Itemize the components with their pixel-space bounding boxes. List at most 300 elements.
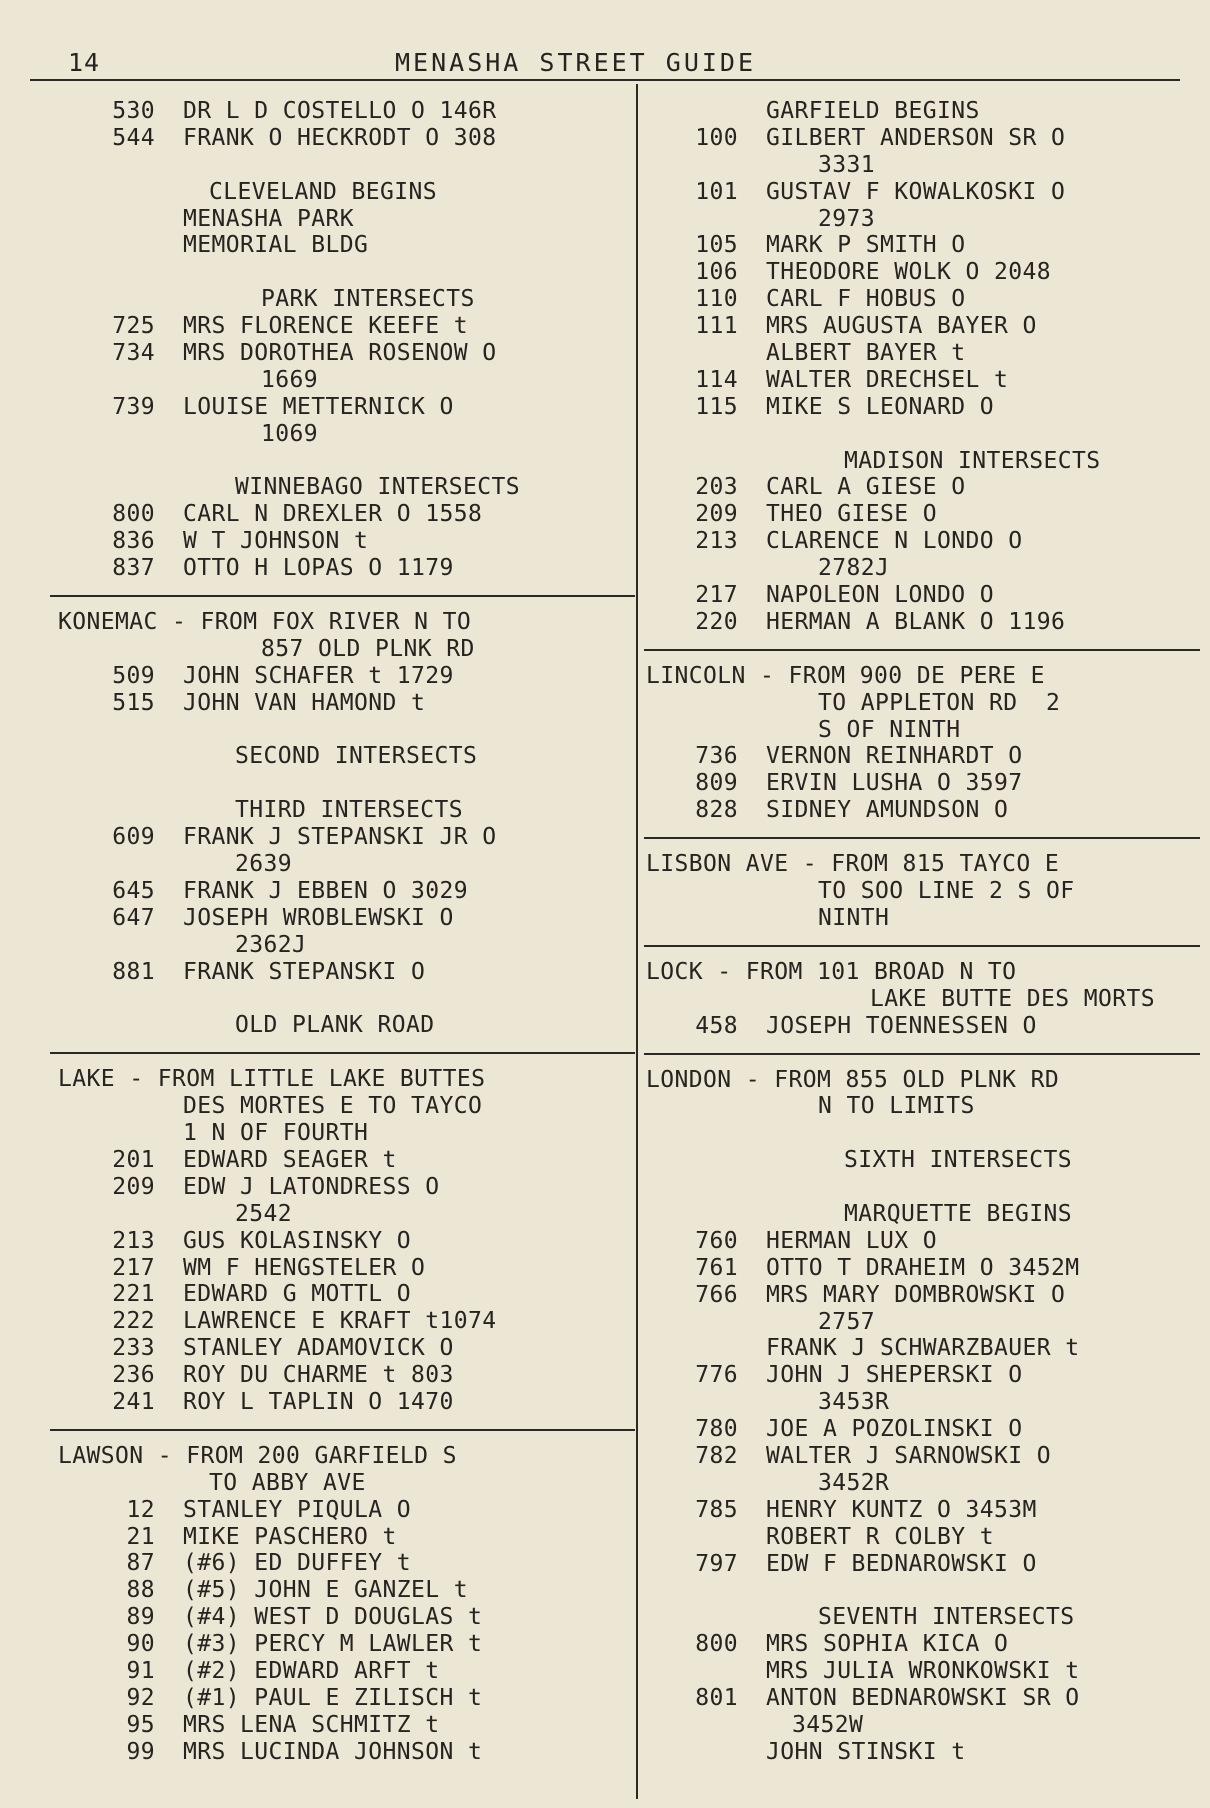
listing-text-row xyxy=(646,448,1206,475)
section-rule xyxy=(58,1416,633,1443)
listing-text-row xyxy=(58,206,633,233)
resident-name: SEVENTH INTERSECTS xyxy=(818,1604,1075,1631)
listing-text-row xyxy=(646,1335,1206,1362)
resident-name: HERMAN LUX O xyxy=(766,1227,937,1254)
blank-line xyxy=(58,986,633,1013)
listing-text-row xyxy=(58,1012,633,1039)
resident-name: 3453R xyxy=(818,1389,890,1416)
blank-line xyxy=(58,152,633,179)
listing-row xyxy=(58,125,633,152)
house-number: 233 xyxy=(112,1335,155,1362)
resident-name: 1069 xyxy=(261,420,318,447)
house-number: 21 xyxy=(126,1523,155,1550)
listing-text-row xyxy=(646,1201,1206,1228)
resident-name: MRS AUGUSTA BAYER O xyxy=(766,313,1037,340)
house-number: 766 xyxy=(695,1281,738,1308)
section-rule xyxy=(58,582,633,609)
listing-row xyxy=(58,959,633,986)
left-column xyxy=(58,98,633,1766)
listing-row xyxy=(58,663,633,690)
street-heading-text: LISBON AVE - FROM 815 TAYCO E xyxy=(646,851,1060,878)
listing-row xyxy=(646,367,1206,394)
resident-name: JOHN STINSKI t xyxy=(766,1738,966,1765)
house-number: 220 xyxy=(695,608,738,635)
house-number: 836 xyxy=(112,528,155,555)
resident-name: MRS FLORENCE KEEFE t xyxy=(183,313,468,340)
house-number: 785 xyxy=(695,1496,738,1523)
listing-row xyxy=(646,259,1206,286)
resident-name: 3331 xyxy=(818,151,875,178)
house-number: 110 xyxy=(695,286,738,313)
listing-row xyxy=(58,878,633,905)
resident-name: EDWARD G MOTTL O xyxy=(183,1281,411,1308)
listing-text-row xyxy=(58,932,633,959)
resident-name: JOHN VAN HAMOND t xyxy=(183,689,426,716)
resident-name: NAPOLEON LONDO O xyxy=(766,582,994,609)
house-number: 647 xyxy=(112,904,155,931)
listing-row xyxy=(58,1685,633,1712)
listing-text-row xyxy=(646,1604,1206,1631)
street-heading xyxy=(646,959,1206,986)
house-number: 92 xyxy=(126,1684,155,1711)
resident-name: N TO LIMITS xyxy=(818,1093,975,1120)
house-number: 809 xyxy=(695,770,738,797)
blank-line xyxy=(646,421,1206,448)
listing-row xyxy=(646,313,1206,340)
resident-name: LAKE BUTTE DES MORTS xyxy=(870,985,1155,1012)
house-number: 725 xyxy=(112,313,155,340)
listing-text-row xyxy=(646,98,1206,125)
resident-name: MIKE PASCHERO t xyxy=(183,1523,397,1550)
listing-row xyxy=(646,1416,1206,1443)
listing-text-row xyxy=(58,1470,633,1497)
listing-row xyxy=(58,1308,633,1335)
listing-text-row xyxy=(646,1712,1206,1739)
listing-row xyxy=(58,1281,633,1308)
house-number: 837 xyxy=(112,555,155,582)
resident-name: FRANK O HECKRODT O 308 xyxy=(183,124,497,151)
street-heading xyxy=(58,1443,633,1470)
resident-name: MARQUETTE BEGINS xyxy=(844,1200,1072,1227)
listing-row xyxy=(58,501,633,528)
house-number: 515 xyxy=(112,689,155,716)
section-rule xyxy=(646,1040,1206,1067)
blank-line xyxy=(646,1577,1206,1604)
house-number: 111 xyxy=(695,313,738,340)
listing-row xyxy=(646,528,1206,555)
resident-name: OTTO T DRAHEIM O 3452M xyxy=(766,1254,1080,1281)
listing-text-row xyxy=(646,555,1206,582)
resident-name: THIRD INTERSECTS xyxy=(235,797,463,824)
resident-name: GILBERT ANDERSON SR O xyxy=(766,124,1066,151)
section-rule xyxy=(646,824,1206,851)
listing-row xyxy=(646,797,1206,824)
resident-name: MENASHA PARK xyxy=(183,205,354,232)
house-number: 101 xyxy=(695,178,738,205)
listing-row xyxy=(646,501,1206,528)
listing-row xyxy=(646,1685,1206,1712)
resident-name: TO ABBY AVE xyxy=(209,1469,366,1496)
resident-name: MADISON INTERSECTS xyxy=(844,447,1101,474)
page-number: 14 xyxy=(68,48,101,77)
resident-name: WINNEBAGO INTERSECTS xyxy=(235,474,520,501)
listing-row xyxy=(646,125,1206,152)
blank-line xyxy=(58,717,633,744)
resident-name: MRS MARY DOMBROWSKI O xyxy=(766,1281,1066,1308)
resident-name: HERMAN A BLANK O 1196 xyxy=(766,608,1066,635)
listing-row xyxy=(58,1739,633,1766)
listing-text-row xyxy=(58,286,633,313)
house-number: 115 xyxy=(695,393,738,420)
resident-name: CLEVELAND BEGINS xyxy=(209,178,437,205)
listing-text-row xyxy=(646,878,1206,905)
resident-name: STANLEY PIQULA O xyxy=(183,1496,411,1523)
listing-row xyxy=(646,1497,1206,1524)
resident-name: JOSEPH WROBLEWSKI O xyxy=(183,904,454,931)
listing-row xyxy=(58,1631,633,1658)
listing-text-row xyxy=(646,1147,1206,1174)
column-divider xyxy=(636,84,638,1799)
blank-line xyxy=(58,448,633,475)
listing-row xyxy=(646,582,1206,609)
listing-row xyxy=(58,340,633,367)
listing-text-row xyxy=(646,1658,1206,1685)
listing-row xyxy=(646,770,1206,797)
street-heading-text: LOCK - FROM 101 BROAD N TO xyxy=(646,958,1017,985)
listing-text-row xyxy=(58,636,633,663)
resident-name: EDW F BEDNAROWSKI O xyxy=(766,1550,1037,1577)
resident-name: (#2) EDWARD ARFT t xyxy=(183,1657,440,1684)
resident-name: S OF NINTH xyxy=(818,716,961,743)
listing-row xyxy=(646,1362,1206,1389)
house-number: 222 xyxy=(112,1308,155,1335)
resident-name: JOE A POZOLINSKI O xyxy=(766,1416,1023,1443)
resident-name: (#4) WEST D DOUGLAS t xyxy=(183,1604,483,1631)
house-number: 236 xyxy=(112,1362,155,1389)
house-number: 88 xyxy=(126,1577,155,1604)
house-number: 89 xyxy=(126,1604,155,1631)
resident-name: 3452W xyxy=(792,1711,864,1738)
listing-row xyxy=(58,1604,633,1631)
listing-row xyxy=(646,609,1206,636)
listing-row xyxy=(646,1443,1206,1470)
listing-row xyxy=(646,286,1206,313)
house-number: 530 xyxy=(112,98,155,124)
resident-name: WALTER DRECHSEL t xyxy=(766,366,1009,393)
section-rule xyxy=(646,636,1206,663)
house-number: 217 xyxy=(695,582,738,609)
house-number: 645 xyxy=(112,877,155,904)
resident-name: GUSTAV F KOWALKOSKI O xyxy=(766,178,1066,205)
resident-name: EDW J LATONDRESS O xyxy=(183,1173,440,1200)
listing-row xyxy=(58,905,633,932)
listing-text-row xyxy=(646,1093,1206,1120)
blank-line xyxy=(646,1120,1206,1147)
resident-name: EDWARD SEAGER t xyxy=(183,1146,397,1173)
house-number: 105 xyxy=(695,232,738,259)
listing-text-row xyxy=(58,179,633,206)
street-heading-text: LINCOLN - FROM 900 DE PERE E xyxy=(646,662,1045,689)
resident-name: 2782J xyxy=(818,555,890,582)
listing-text-row xyxy=(646,340,1206,367)
listing-row xyxy=(58,394,633,421)
resident-name: MRS DOROTHEA ROSENOW O xyxy=(183,340,497,367)
house-number: 90 xyxy=(126,1631,155,1658)
house-number: 776 xyxy=(695,1362,738,1389)
house-number: 760 xyxy=(695,1227,738,1254)
listing-row xyxy=(58,555,633,582)
house-number: 217 xyxy=(112,1254,155,1281)
resident-name: 3452R xyxy=(818,1469,890,1496)
house-number: 87 xyxy=(126,1550,155,1577)
listing-row xyxy=(58,1577,633,1604)
resident-name: 1 N OF FOURTH xyxy=(183,1120,369,1147)
page-title: MENASHA STREET GUIDE xyxy=(395,48,757,77)
listing-text-row xyxy=(58,421,633,448)
house-number: 213 xyxy=(112,1227,155,1254)
house-number: 800 xyxy=(112,501,155,528)
resident-name: FRANK J STEPANSKI JR O xyxy=(183,824,497,851)
listing-text-row xyxy=(58,1093,633,1120)
listing-text-row xyxy=(646,1470,1206,1497)
listing-row xyxy=(58,1228,633,1255)
blank-line xyxy=(58,259,633,286)
resident-name: ROY L TAPLIN O 1470 xyxy=(183,1388,454,1415)
listing-text-row xyxy=(646,1739,1206,1766)
listing-row xyxy=(646,1282,1206,1309)
listing-text-row xyxy=(646,152,1206,179)
listing-text-row xyxy=(58,1201,633,1228)
house-number: 213 xyxy=(695,528,738,555)
resident-name: WALTER J SARNOWSKI O xyxy=(766,1442,1051,1469)
section-rule xyxy=(58,1039,633,1066)
header-rule xyxy=(30,79,1180,81)
right-column xyxy=(646,98,1206,1766)
listing-row xyxy=(646,1551,1206,1578)
house-number: 801 xyxy=(695,1684,738,1711)
blank-line xyxy=(646,1174,1206,1201)
listing-text-row xyxy=(646,1309,1206,1336)
listing-row xyxy=(58,1712,633,1739)
resident-name: MRS LUCINDA JOHNSON t xyxy=(183,1738,483,1765)
house-number: 114 xyxy=(695,366,738,393)
section-rule-line xyxy=(644,1053,1200,1055)
resident-name: SIXTH INTERSECTS xyxy=(844,1147,1072,1174)
resident-name: MARK P SMITH O xyxy=(766,232,966,259)
listing-row xyxy=(58,1658,633,1685)
listing-row xyxy=(58,528,633,555)
listing-row xyxy=(646,232,1206,259)
street-heading xyxy=(646,663,1206,690)
resident-name: 2973 xyxy=(818,205,875,232)
listing-row xyxy=(58,1255,633,1282)
resident-name: DES MORTES E TO TAYCO xyxy=(183,1093,483,1120)
listing-text-row xyxy=(646,1524,1206,1551)
resident-name: (#3) PERCY M LAWLER t xyxy=(183,1631,483,1658)
street-heading-text: KONEMAC - FROM FOX RIVER N TO xyxy=(58,609,472,636)
section-rule-line xyxy=(50,1052,635,1054)
resident-name: ALBERT BAYER t xyxy=(766,340,966,367)
listing-row xyxy=(58,690,633,717)
listing-row xyxy=(58,98,633,125)
page-header xyxy=(0,48,1210,82)
resident-name: DR L D COSTELLO O 146R xyxy=(183,98,497,124)
resident-name: MIKE S LEONARD O xyxy=(766,393,994,420)
resident-name: HENRY KUNTZ O 3453M xyxy=(766,1496,1037,1523)
listing-row xyxy=(646,474,1206,501)
house-number: 12 xyxy=(126,1496,155,1523)
listing-row xyxy=(58,1497,633,1524)
resident-name: FRANK STEPANSKI O xyxy=(183,958,426,985)
listing-row xyxy=(646,1631,1206,1658)
resident-name: WM F HENGSTELER O xyxy=(183,1254,426,1281)
listing-text-row xyxy=(58,797,633,824)
resident-name: THEO GIESE O xyxy=(766,501,937,528)
resident-name: TO APPLETON RD 2 xyxy=(818,689,1061,716)
street-heading xyxy=(58,1066,633,1093)
resident-name: MEMORIAL BLDG xyxy=(183,232,369,259)
section-rule-line xyxy=(644,649,1200,651)
listing-row xyxy=(58,824,633,851)
listing-row xyxy=(646,179,1206,206)
listing-text-row xyxy=(646,1389,1206,1416)
listing-text-row xyxy=(58,232,633,259)
listing-text-row xyxy=(646,905,1206,932)
listing-text-row xyxy=(58,851,633,878)
house-number: 100 xyxy=(695,124,738,151)
listing-row xyxy=(58,1174,633,1201)
house-number: 209 xyxy=(112,1173,155,1200)
resident-name: 2362J xyxy=(235,931,307,958)
resident-name: THEODORE WOLK O 2048 xyxy=(766,259,1051,286)
house-number: 544 xyxy=(112,124,155,151)
listing-row xyxy=(646,1228,1206,1255)
section-rule-line xyxy=(50,595,635,597)
house-number: 736 xyxy=(695,743,738,770)
house-number: 734 xyxy=(112,340,155,367)
resident-name: W T JOHNSON t xyxy=(183,528,369,555)
resident-name: (#6) ED DUFFEY t xyxy=(183,1550,411,1577)
resident-name: OTTO H LOPAS O 1179 xyxy=(183,555,454,582)
listing-text-row xyxy=(646,690,1206,717)
resident-name: CARL F HOBUS O xyxy=(766,286,966,313)
resident-name: MRS LENA SCHMITZ t xyxy=(183,1711,440,1738)
house-number: 99 xyxy=(126,1738,155,1765)
listing-row xyxy=(58,1550,633,1577)
resident-name: CARL A GIESE O xyxy=(766,474,966,501)
resident-name: 2757 xyxy=(818,1308,875,1335)
house-number: 881 xyxy=(112,958,155,985)
street-heading xyxy=(646,851,1206,878)
section-rule-line xyxy=(644,945,1200,947)
listing-row xyxy=(58,1147,633,1174)
house-number: 221 xyxy=(112,1281,155,1308)
resident-name: OLD PLANK ROAD xyxy=(235,1012,435,1039)
listing-row xyxy=(58,1389,633,1416)
resident-name: (#1) PAUL E ZILISCH t xyxy=(183,1684,483,1711)
listing-text-row xyxy=(646,206,1206,233)
resident-name: GARFIELD BEGINS xyxy=(766,98,980,124)
street-heading-text: LAWSON - FROM 200 GARFIELD S xyxy=(58,1442,457,1469)
listing-text-row xyxy=(58,474,633,501)
resident-name: SECOND INTERSECTS xyxy=(235,743,478,770)
listing-row xyxy=(646,1255,1206,1282)
house-number: 780 xyxy=(695,1416,738,1443)
resident-name: ERVIN LUSHA O 3597 xyxy=(766,770,1023,797)
section-rule-line xyxy=(50,1429,635,1431)
resident-name: 2639 xyxy=(235,851,292,878)
resident-name: FRANK J EBBEN O 3029 xyxy=(183,877,468,904)
resident-name: CLARENCE N LONDO O xyxy=(766,528,1023,555)
listing-text-row xyxy=(58,1120,633,1147)
house-number: 209 xyxy=(695,501,738,528)
house-number: 203 xyxy=(695,474,738,501)
listing-row xyxy=(646,394,1206,421)
house-number: 95 xyxy=(126,1711,155,1738)
resident-name: ROBERT R COLBY t xyxy=(766,1523,994,1550)
resident-name: JOHN J SHEPERSKI O xyxy=(766,1362,1023,1389)
resident-name: 1669 xyxy=(261,366,318,393)
house-number: 241 xyxy=(112,1388,155,1415)
section-rule-line xyxy=(644,837,1200,839)
house-number: 782 xyxy=(695,1442,738,1469)
listing-row xyxy=(58,313,633,340)
listing-text-row xyxy=(58,367,633,394)
resident-name: NINTH xyxy=(818,904,890,931)
resident-name: JOHN SCHAFER t 1729 xyxy=(183,662,454,689)
house-number: 828 xyxy=(695,797,738,824)
resident-name: LAWRENCE E KRAFT t1074 xyxy=(183,1308,497,1335)
resident-name: GUS KOLASINSKY O xyxy=(183,1227,411,1254)
listing-row xyxy=(646,1013,1206,1040)
resident-name: FRANK J SCHWARZBAUER t xyxy=(766,1335,1080,1362)
resident-name: PARK INTERSECTS xyxy=(261,286,475,313)
resident-name: 857 OLD PLNK RD xyxy=(261,635,475,662)
resident-name: VERNON REINHARDT O xyxy=(766,743,1023,770)
resident-name: ANTON BEDNAROWSKI SR O xyxy=(766,1684,1080,1711)
listing-text-row xyxy=(646,717,1206,744)
house-number: 91 xyxy=(126,1657,155,1684)
resident-name: STANLEY ADAMOVICK O xyxy=(183,1335,454,1362)
resident-name: TO SOO LINE 2 S OF xyxy=(818,878,1075,905)
house-number: 797 xyxy=(695,1550,738,1577)
resident-name: MRS SOPHIA KICA O xyxy=(766,1631,1009,1658)
resident-name: ROY DU CHARME t 803 xyxy=(183,1362,454,1389)
house-number: 761 xyxy=(695,1254,738,1281)
listing-text-row xyxy=(58,743,633,770)
house-number: 800 xyxy=(695,1631,738,1658)
house-number: 201 xyxy=(112,1146,155,1173)
resident-name: (#5) JOHN E GANZEL t xyxy=(183,1577,468,1604)
resident-name: JOSEPH TOENNESSEN O xyxy=(766,1012,1037,1039)
listing-text-row xyxy=(646,986,1206,1013)
house-number: 509 xyxy=(112,662,155,689)
street-heading xyxy=(646,1067,1206,1094)
resident-name: CARL N DREXLER O 1558 xyxy=(183,501,483,528)
listing-row xyxy=(58,1362,633,1389)
house-number: 609 xyxy=(112,824,155,851)
street-heading-text: LAKE - FROM LITTLE LAKE BUTTES xyxy=(58,1066,486,1093)
listing-row xyxy=(646,743,1206,770)
section-rule xyxy=(646,932,1206,959)
house-number: 458 xyxy=(695,1012,738,1039)
house-number: 739 xyxy=(112,393,155,420)
resident-name: MRS JULIA WRONKOWSKI t xyxy=(766,1658,1080,1685)
street-heading-text: LONDON - FROM 855 OLD PLNK RD xyxy=(646,1066,1060,1093)
house-number: 106 xyxy=(695,259,738,286)
street-heading xyxy=(58,609,633,636)
listing-row xyxy=(58,1335,633,1362)
